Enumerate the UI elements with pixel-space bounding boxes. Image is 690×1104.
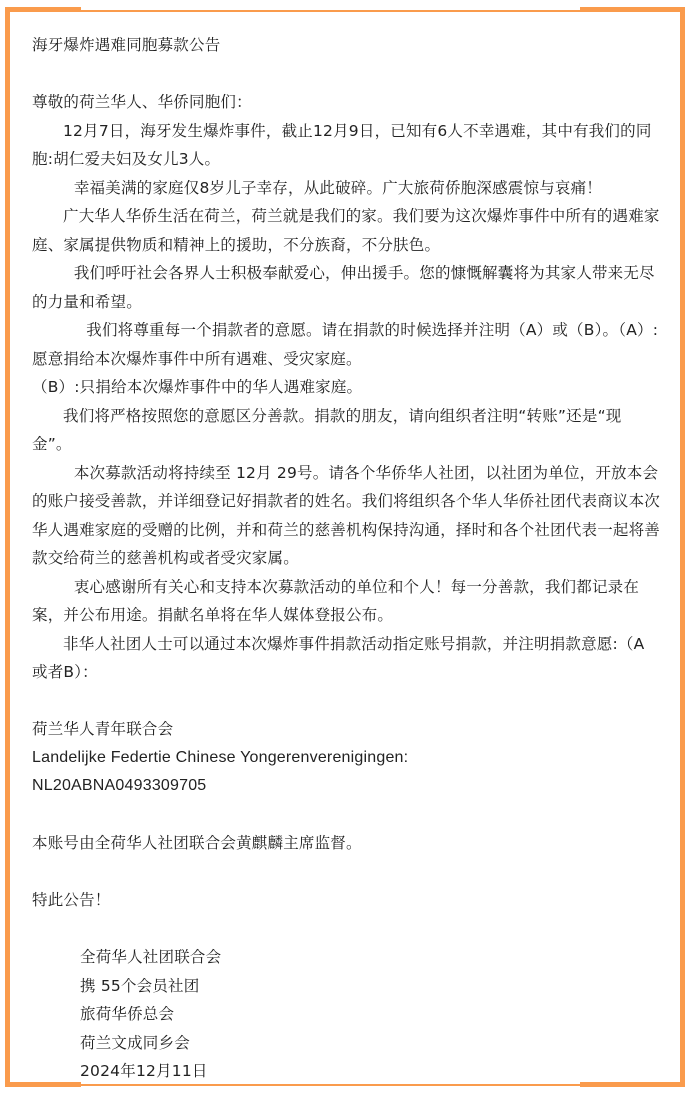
signature-org-overseas: 旅荷华侨总会: [80, 1005, 175, 1023]
paragraph-appeal: 我们呼吁社会各界人士积极奉献爱心，伸出援手。您的慷慨解囊将为其家人带来无尽的力量和希望。: [32, 264, 655, 311]
paragraph-non-chinese-donors: 非华人社团人士可以通过本次爆炸事件捐款活动指定账号捐款，并注明捐款意愿:（A或者B）：: [32, 634, 645, 681]
frame-left-bar: [5, 7, 10, 1087]
account-org-name-nl: Landelijke Federtie Chinese Yongerenverenigingen:: [32, 748, 409, 766]
spacer: [32, 687, 660, 716]
signature-block: [32, 943, 660, 1086]
paragraph-campaign-duration: 本次募款活动将持续至 12月 29号。请各个华侨华人社团，以社团为单位，开放本会的账户接受善款，并详细登记好捐款者的姓名。我们将组织各个华人华侨社团代表商议本次华人遇难家庭的受赠的比例，并和荷兰的慈善机构保持沟通，择时和各个社团代表一起将善款交给荷兰的慈善机构或者受灾家属。: [32, 463, 661, 567]
spacer: [32, 60, 660, 89]
paragraph-transfer-or-cash: 我们将严格按照您的意愿区分善款。捐款的朋友，请向组织者注明“转账”还是“现金”。: [32, 406, 622, 453]
paragraph-thanks: 衷心感谢所有关心和支持本次募款活动的单位和个人！每一分善款，我们都记录在案，并公布用途。捐献名单将在华人媒体登报公布。: [32, 577, 640, 624]
paragraph-event: 12月7日，海牙发生爆炸事件，截止12月9日，已知有6人不幸遇难，其中有我们的同胞:胡仁爱夫妇及女儿3人。: [32, 121, 652, 168]
signature-org-federation: 全荷华人社团联合会: [80, 948, 222, 966]
account-org-name-cn: 荷兰华人青年联合会: [32, 720, 174, 738]
paragraph-home: 广大华人华侨生活在荷兰，荷兰就是我们的家。我们要为这次爆炸事件中所有的遇难家庭、家属提供物质和精神上的援助，不分族裔，不分肤色。: [32, 207, 660, 254]
notice-title: 海牙爆炸遇难同胞募款公告: [32, 36, 221, 54]
frame-right-bar: [680, 7, 685, 1087]
frame-top-line: [80, 10, 585, 12]
paragraph-option-b: （B）:只捐给本次爆炸事件中的华人遇难家庭。: [32, 378, 363, 396]
spacer: [32, 858, 660, 887]
frame-top-right-corner: [580, 7, 685, 12]
signature-date: 2024年12月11日: [80, 1062, 208, 1080]
account-iban: NL20ABNA0493309705: [32, 777, 207, 794]
signature-org-wencheng: 荷兰文成同乡会: [80, 1033, 190, 1052]
paragraph-donation-options: 我们将尊重每一个捐款者的意愿。请在捐款的时候选择并注明（A）或（B）。（A）:愿意捐给本次爆炸事件中所有遇难、受灾家庭。: [32, 321, 659, 368]
notice-body: [32, 31, 660, 1086]
closing-line: 特此公告！: [32, 891, 111, 909]
salutation: 尊敬的荷兰华人、华侨同胞们：: [32, 93, 252, 111]
signature-member-count: 携 55个会员社团: [80, 976, 200, 995]
spacer: [32, 801, 660, 830]
paragraph-survivor: 幸福美满的家庭仅8岁儿子幸存，从此破碎。广大旅荷侨胞深感震惊与哀痛！: [73, 178, 603, 197]
supervision-note: 本账号由全荷华人社团联合会黄麒麟主席监督。: [32, 834, 362, 852]
spacer: [32, 915, 660, 944]
frame-top-left-corner: [5, 7, 81, 12]
